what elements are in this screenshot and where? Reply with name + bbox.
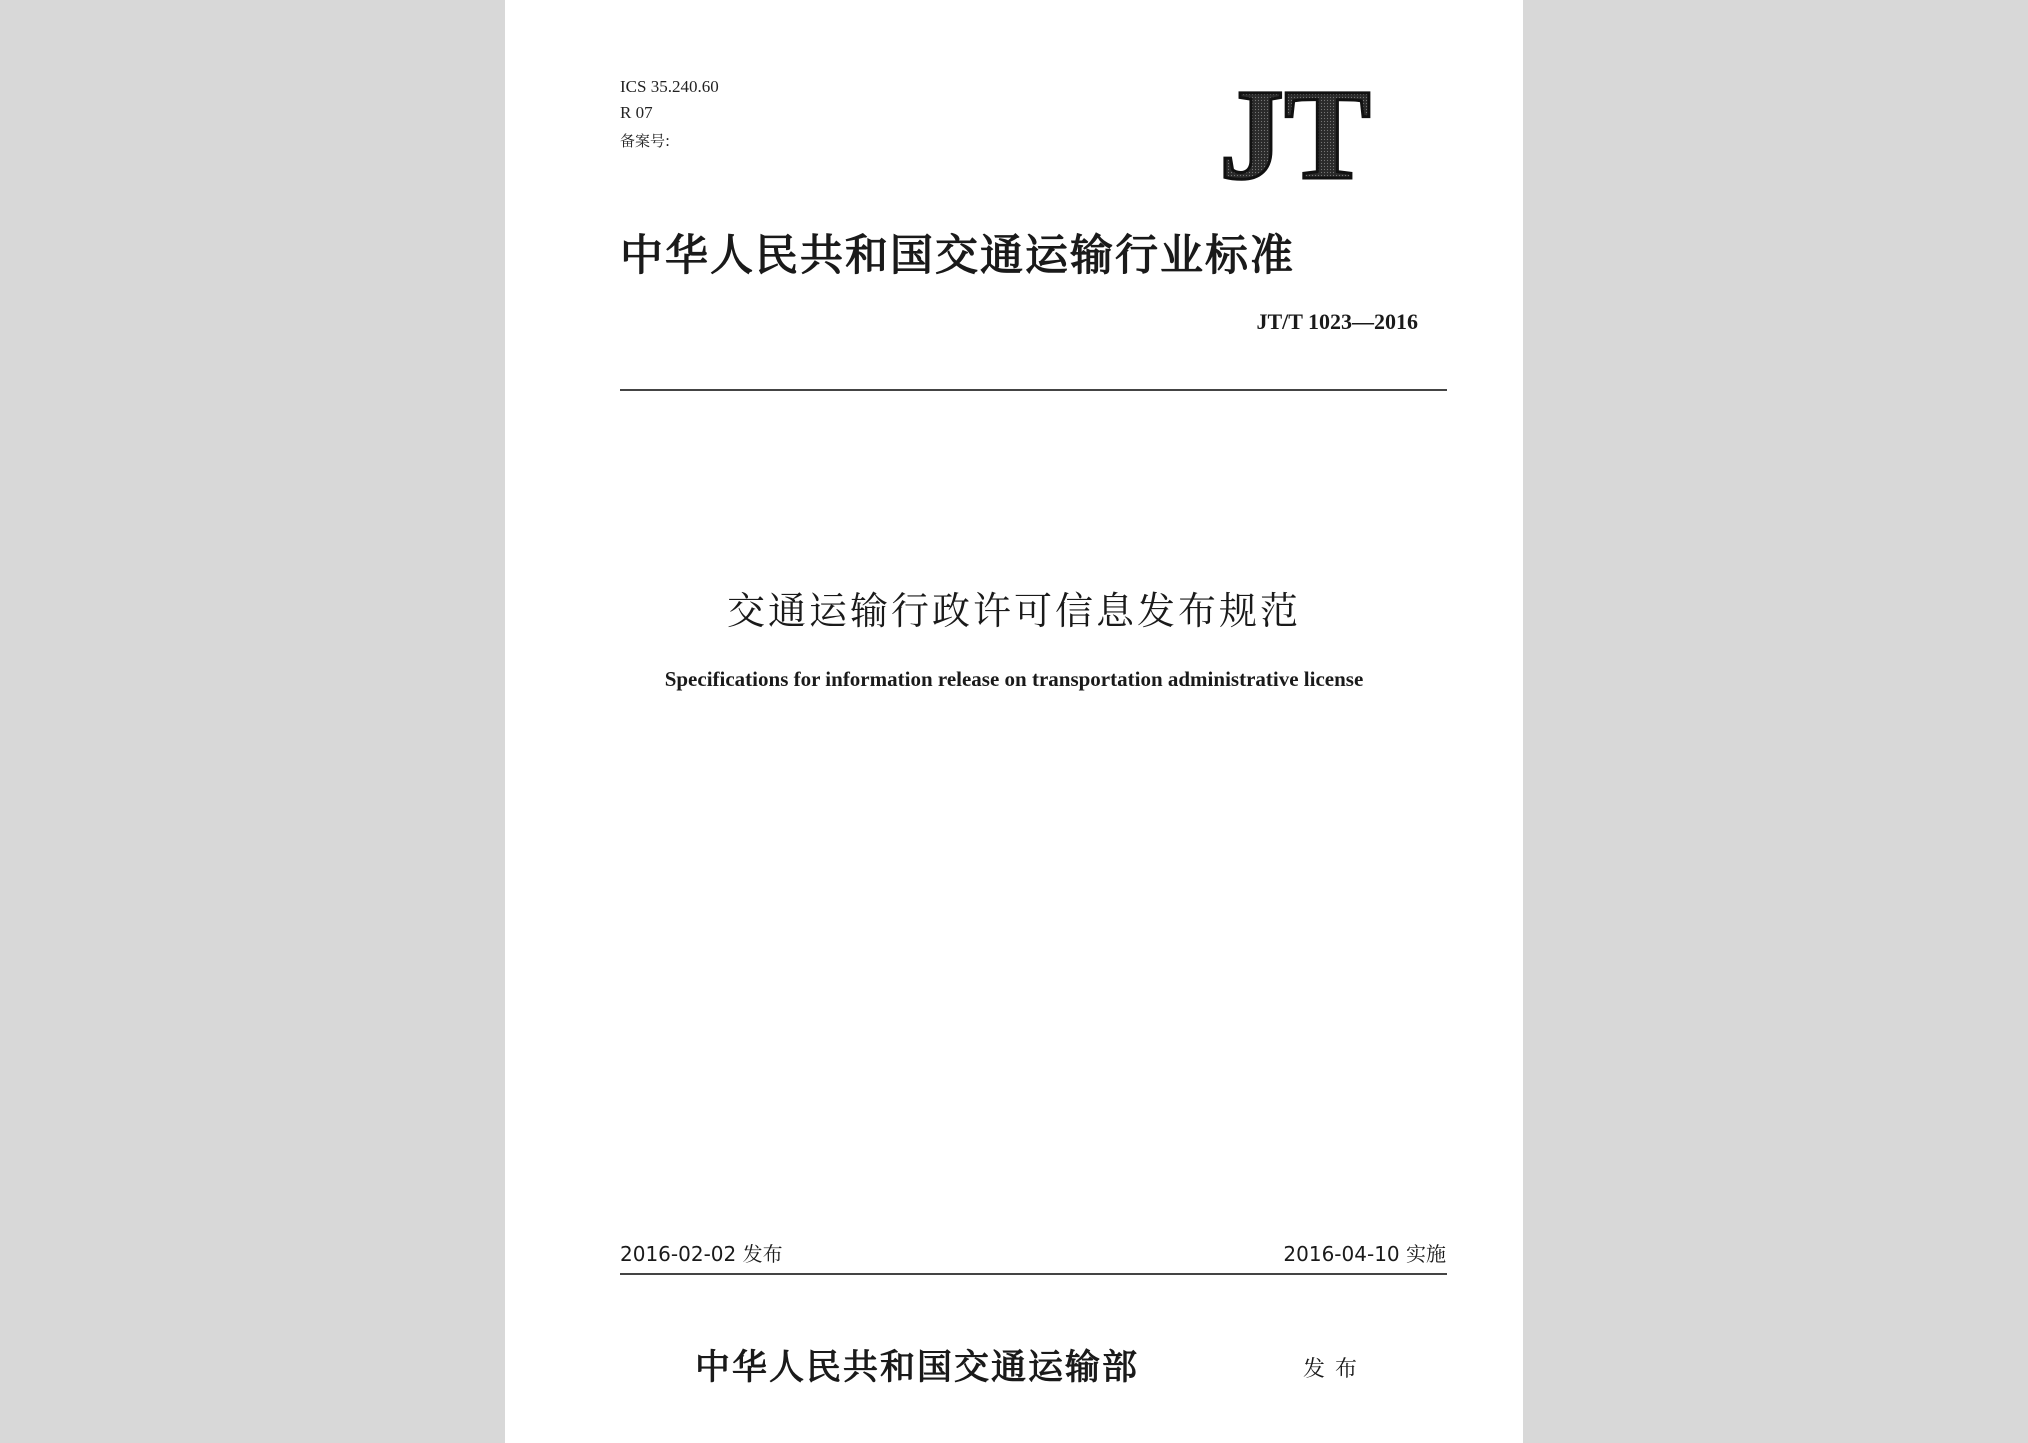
ics-code: ICS 35.240.60 — [620, 77, 719, 96]
ccs-code: R 07 — [620, 103, 653, 122]
title-english: Specifications for information release on transportation administrative license — [664, 667, 1364, 691]
standard-number: JT/T 1023—2016 — [1256, 309, 1418, 334]
logo-text: JT — [1219, 78, 1371, 198]
bottom-divider — [620, 1273, 1447, 1275]
issue-date: 2016-02-02 发布 — [620, 1242, 783, 1266]
title-chinese: 交通运输行政许可信息发布规范 — [726, 589, 1301, 633]
implementation-date: 2016-04-10 实施 — [1283, 1242, 1446, 1266]
issue-word: 发布 — [1303, 1357, 1368, 1382]
jt-logo — [1185, 78, 1405, 198]
document-page — [505, 0, 1523, 1443]
issuer-name: 中华人民共和国交通运输部 — [695, 1348, 1140, 1388]
standard-organization: 中华人民共和国交通运输行业标准 — [620, 231, 1295, 281]
record-number-label: 备案号: — [620, 132, 671, 150]
top-divider — [620, 389, 1447, 391]
